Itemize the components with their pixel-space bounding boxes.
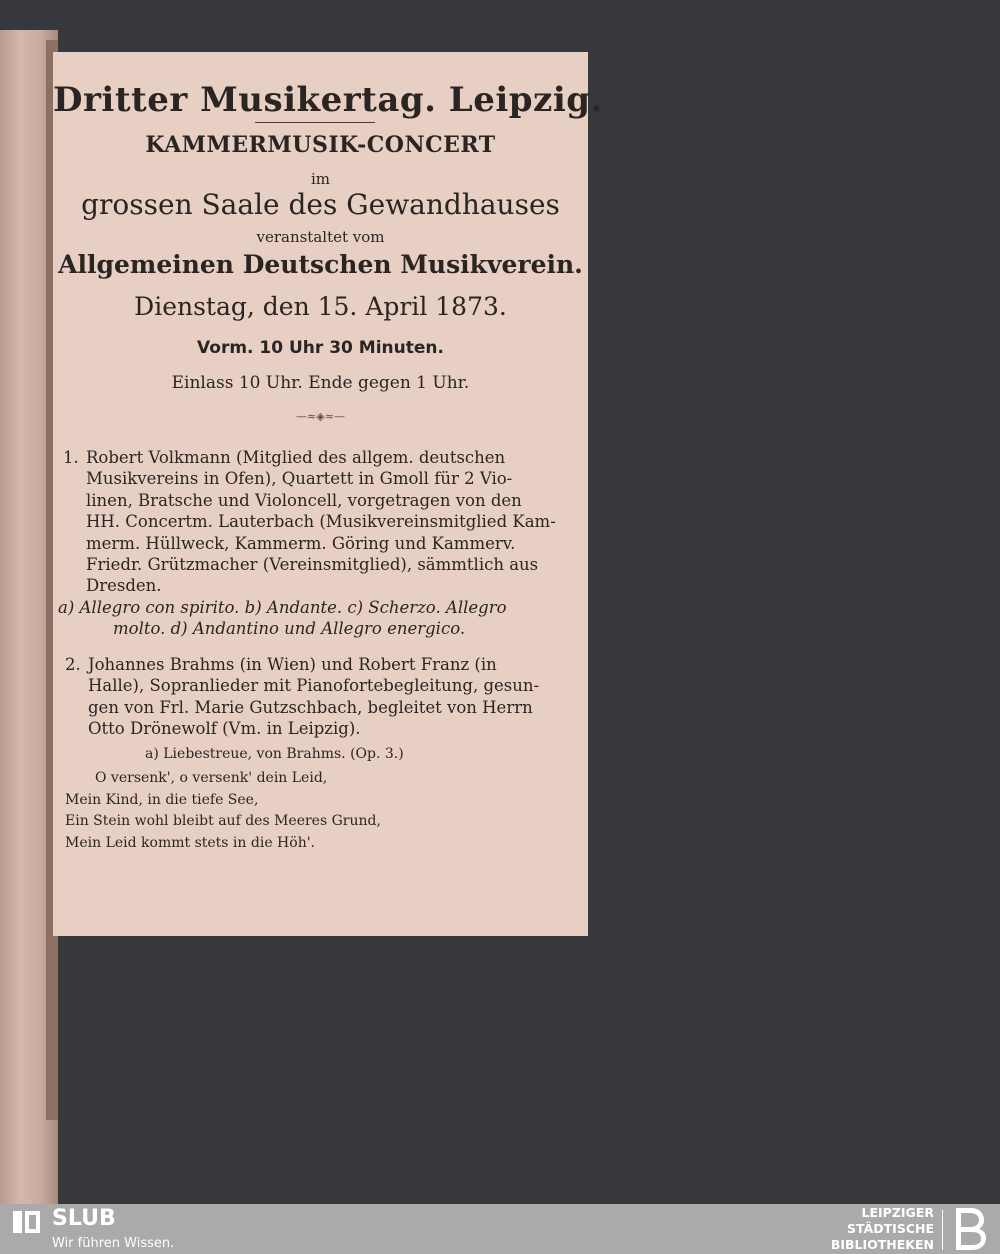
venue: grossen Saale des Gewandhauses: [81, 188, 560, 221]
item-line: Dresden.: [86, 576, 162, 596]
item-line: Johannes Brahms (in Wien) und Robert Franz (in: [88, 655, 497, 674]
movements-line: molto. d) Andantino und Allegro energico.: [113, 619, 466, 638]
program-item-2: [88, 654, 539, 740]
item-line: Musikvereins in Ofen), Quartett in Gmoll für 2 Vio-: [86, 469, 513, 489]
im-text: im: [310, 170, 331, 188]
footer-divider: [942, 1210, 943, 1250]
organized-by: veranstaltet vom: [256, 228, 385, 246]
item-line: Robert Volkmann (Mitglied des allgem. deutschen: [86, 448, 506, 467]
item-line: Otto Drönewolf (Vm. in Leipzig).: [88, 719, 361, 739]
item-line: merm. Hüllweck, Kammerm. Göring und Kammerv.: [86, 533, 516, 553]
item-line: linen, Bratsche und Violoncell, vorgetragen von den: [86, 490, 522, 510]
item-line: Friedr. Grützmacher (Vereinsmitglied), sämmtlich aus: [86, 555, 539, 575]
item-number: 1.: [63, 448, 79, 467]
slub-tagline: Wir führen Wissen.: [52, 1236, 175, 1251]
item-line: Halle), Sopranlieder mit Pianofortebegleitung, gesun-: [88, 676, 540, 696]
verse-line: Mein Leid kommt stets in die Höh'.: [65, 834, 316, 851]
partner-line: LEIPZIGER: [861, 1205, 934, 1220]
entry-times: Einlass 10 Uhr. Ende gegen 1 Uhr.: [171, 373, 470, 393]
concert-date: Dienstag, den 15. April 1873.: [134, 292, 507, 321]
item-line: gen von Frl. Marie Gutzschbach, begleitet von Herrn: [88, 697, 533, 717]
item-number: 2.: [65, 655, 81, 674]
song-verse: [65, 768, 381, 854]
ornament-divider: —≈◈≈—: [296, 410, 345, 423]
partner-line: BIBLIOTHEKEN: [830, 1237, 934, 1252]
partner-line: STÄDTISCHE: [847, 1221, 934, 1236]
movements-line: a) Allegro con spirito. b) Andante. c) Scherzo. Allegro: [58, 598, 507, 617]
lsb-logo-icon: [950, 1206, 990, 1252]
concert-time: Vorm. 10 Uhr 30 Minuten.: [197, 338, 444, 358]
verse-line: O versenk', o versenk' dein Leid,: [95, 770, 328, 786]
verse-line: Mein Kind, in die tiefe See,: [65, 791, 259, 808]
event-title: Dritter Musikertag. Leipzig.: [53, 80, 603, 120]
slub-logo-icon: [12, 1207, 42, 1237]
slub-name: SLUB: [52, 1206, 116, 1231]
item-line: HH. Concertm. Lauterbach (Musikvereinsmitglied Kam-: [86, 512, 556, 532]
partner-name: [831, 1205, 934, 1253]
program-item-1: [86, 447, 556, 597]
verse-line: Ein Stein wohl bleibt auf des Meeres Grund,: [65, 813, 381, 829]
concert-heading: KAMMERMUSIK-CONCERT: [145, 132, 496, 158]
title-rule: [255, 122, 375, 123]
program-leaflet: [53, 52, 603, 936]
organizer: Allgemeinen Deutschen Musikverein.: [58, 250, 583, 279]
song-title: a) Liebestreue, von Brahms. (Op. 3.): [145, 746, 404, 762]
